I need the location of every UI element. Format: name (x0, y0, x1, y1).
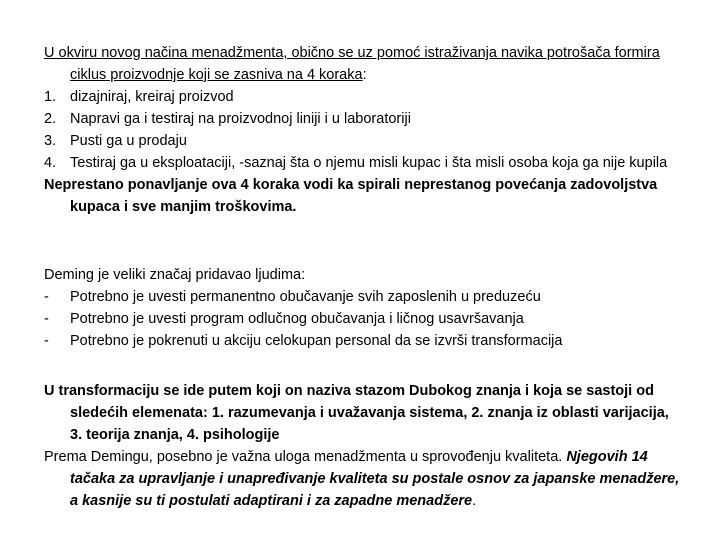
cycle-intro (44, 42, 680, 86)
deming-paragraph (44, 446, 680, 512)
people-section (44, 264, 680, 352)
list-marker: 1. (44, 89, 57, 105)
list-item (44, 330, 680, 352)
list-item-text: Potrebno je uvesti program odlučnog obučavanja i ličnog usavršavanja (70, 311, 524, 327)
deming-14-points: Njegovih 14 tačaka za upravljanje i unapređivanje kvaliteta su postale osnov za japanske menadžere, a kasnije su ti postulati adaptirani i za zapadne menadžere (70, 449, 680, 509)
deming-end: . (472, 493, 477, 509)
cycle-section (44, 42, 680, 218)
transformation-paragraph: U transformaciju se ide putem koji on naziva stazom Dubokog znanja i koja se sastoji od sledećih elemenata: 1. razumevanja i uvažavanja sistema, 2. znanja iz oblasti varijacija, 3. teorija znanja, 4. psihologije (44, 383, 669, 443)
list-item (44, 286, 680, 308)
list-item-text: Pusti ga u prodaju (70, 133, 187, 149)
list-item (44, 308, 680, 330)
list-marker: 4. (44, 155, 57, 171)
list-marker: - (44, 289, 49, 305)
transformation-section (44, 380, 680, 512)
people-list (44, 286, 680, 352)
list-marker: - (44, 333, 49, 349)
list-item-text: Potrebno je pokrenuti u akciju celokupan personal da se izvrši transformacija (70, 333, 563, 349)
list-marker: 2. (44, 111, 57, 127)
list-item (44, 130, 680, 152)
list-marker: 3. (44, 133, 57, 149)
list-item (44, 152, 680, 174)
list-marker: - (44, 311, 49, 327)
list-item-text: Napravi ga i testiraj na proizvodnoj liniji i u laboratoriji (70, 111, 411, 127)
cycle-intro-colon: : (362, 67, 367, 83)
cycle-intro-text: U okviru novog načina menadžmenta, obično se uz pomoć istraživanja navika potrošača formira ciklus proizvodnje koji se zasniva na 4 koraka (44, 45, 660, 83)
deming-line: Prema Demingu, posebno je važna uloga menadžmenta u sprovođenju kvaliteta. (44, 449, 563, 465)
cycle-steps-list (44, 86, 680, 174)
cycle-conclusion: Neprestano ponavljanje ova 4 koraka vodi ka spirali neprestanog povećanja zadovoljstva kupaca i sve manjim troškovima. (44, 177, 658, 215)
list-item (44, 108, 680, 130)
list-item-text: Testiraj ga u eksploataciji, -saznaj šta o njemu misli kupac i šta misli osoba koja ga nije kupila (70, 155, 668, 171)
list-item-text: dizajniraj, kreiraj proizvod (70, 89, 234, 105)
people-heading: Deming je veliki značaj pridavao ljudima: (44, 267, 306, 283)
list-item (44, 86, 680, 108)
list-item-text: Potrebno je uvesti permanentno obučavanje svih zaposlenih u preduzeću (70, 289, 541, 305)
